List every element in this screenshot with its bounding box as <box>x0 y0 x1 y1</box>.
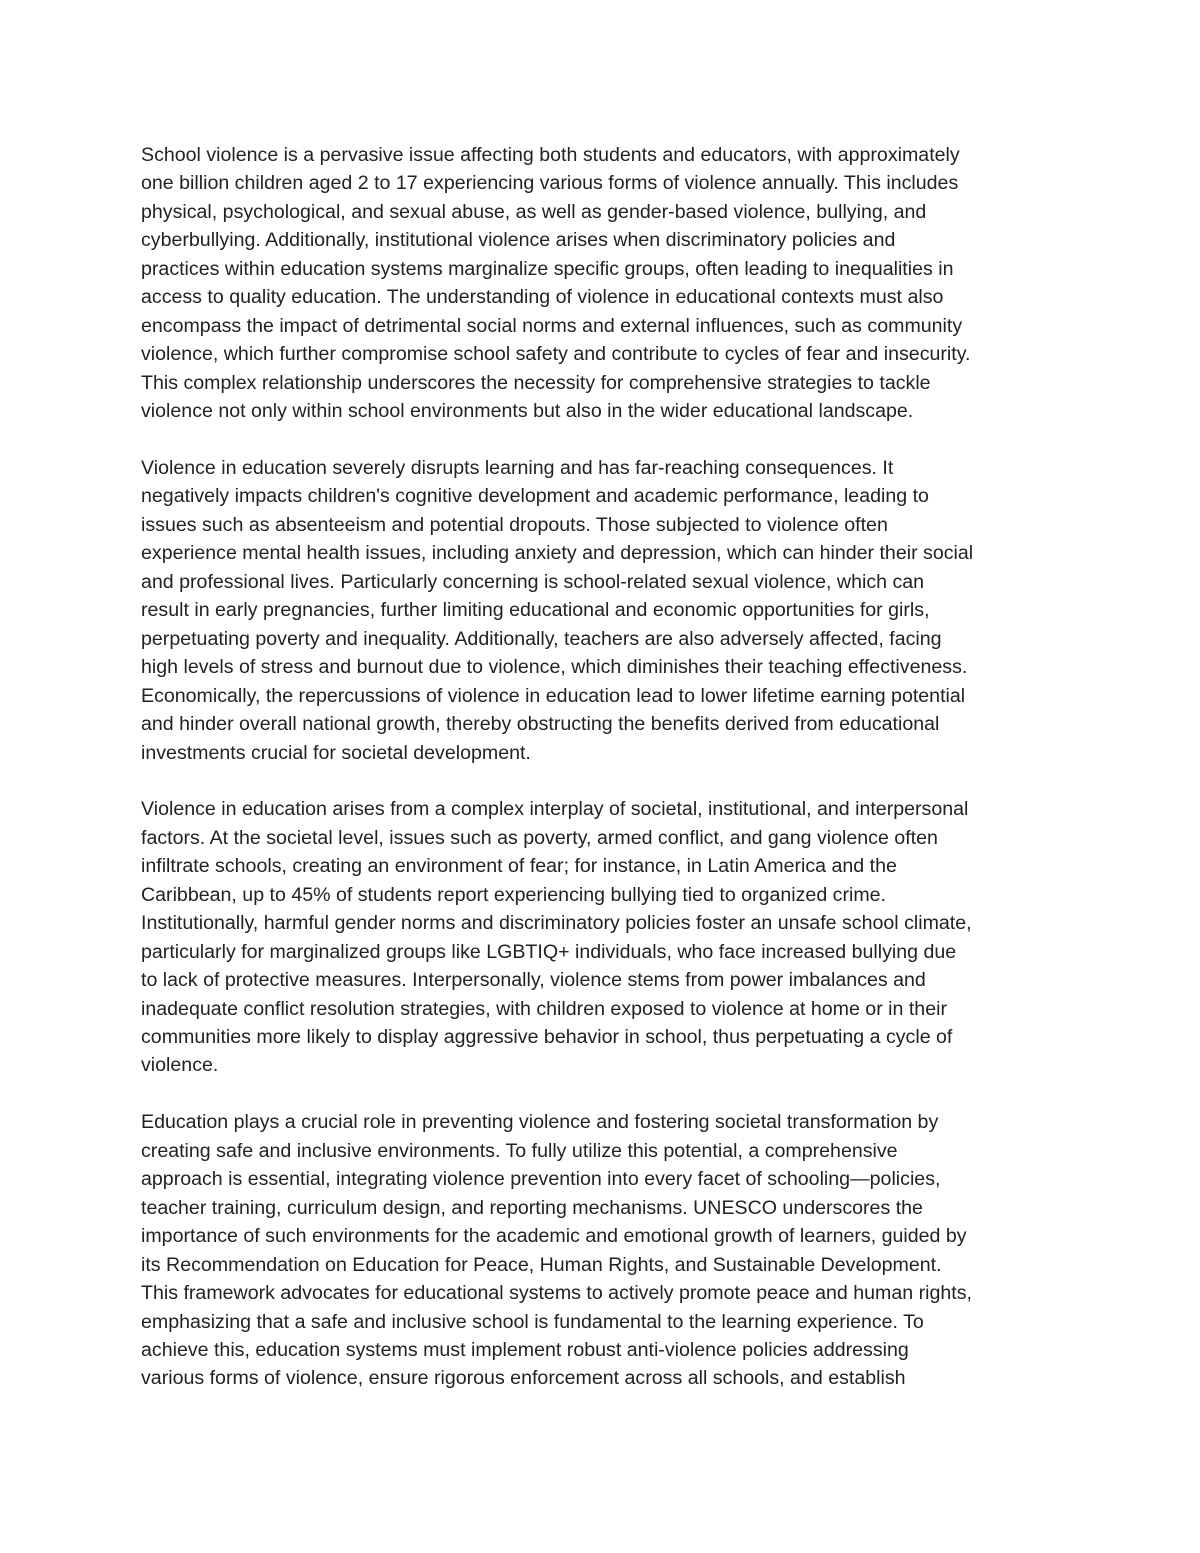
document-body <box>141 141 1061 1393</box>
paragraph-4: Education plays a crucial role in preventing violence and fostering societal transformation by creating safe and inclusive environments. To fully utilize this potential, a comprehensive approach is essential, integrating violence prevention into every facet of schooling—policies, teacher training, curriculum design, and reporting mechanisms. UNESCO underscores the importance of such environments for the academic and emotional growth of learners, guided by its Recommendation on Education for Peace, Human Rights, and Sustainable Development. This framework advocates for educational systems to actively promote peace and human rights, emphasizing that a safe and inclusive school is fundamental to the learning experience. To achieve this, education systems must implement robust anti-violence policies addressing various forms of violence, ensure rigorous enforcement across all schools, and establish <box>141 1111 972 1390</box>
paragraph-2: Violence in education severely disrupts learning and has far-reaching consequences. It negatively impacts children's cognitive development and academic performance, leading to issues such as absenteeism and potential dropouts. Those subjected to violence often experience mental health issues, including anxiety and depression, which can hinder their social and professional lives. Particularly concerning is school-related sexual violence, which can result in early pregnancies, further limiting educational and economic opportunities for girls, perpetuating poverty and inequality. Additionally, teachers are also adversely affected, facing high levels of stress and burnout due to violence, which diminishes their teaching effectiveness. Economically, the repercussions of violence in education lead to lower lifetime earning potential and hinder overall national growth, thereby obstructing the benefits derived from educational investments crucial for societal development. <box>141 456 974 764</box>
paragraph-1: School violence is a pervasive issue affecting both students and educators, with approximately one billion children aged 2 to 17 experiencing various forms of violence annually. This includes physical, psychological, and sexual abuse, as well as gender-based violence, bullying, and cyberbullying. Additionally, institutional violence arises when discriminatory policies and practices within education systems marginalize specific groups, often leading to inequalities in access to quality education. The understanding of violence in educational contexts must also encompass the impact of detrimental social norms and external influences, such as community violence, which further compromise school safety and contribute to cycles of fear and insecurity. This complex relationship underscores the necessity for comprehensive strategies to tackle violence not only within school environments but also in the wider educational landscape. <box>141 144 971 423</box>
paragraph-3: Violence in education arises from a complex interplay of societal, institutional, and interpersonal factors. At the societal level, issues such as poverty, armed conflict, and gang violence often infiltrate schools, creating an environment of fear; for instance, in Latin America and the Caribbean, up to 45% of students report experiencing bullying tied to organized crime. Institutionally, harmful gender norms and discriminatory policies foster an unsafe school climate, particularly for marginalized groups like LGBTIQ+ individuals, who face increased bullying due to lack of protective measures. Interpersonally, violence stems from power imbalances and inadequate conflict resolution strategies, with children exposed to violence at home or in their communities more likely to display aggressive behavior in school, thus perpetuating a cycle of violence. <box>141 798 972 1077</box>
